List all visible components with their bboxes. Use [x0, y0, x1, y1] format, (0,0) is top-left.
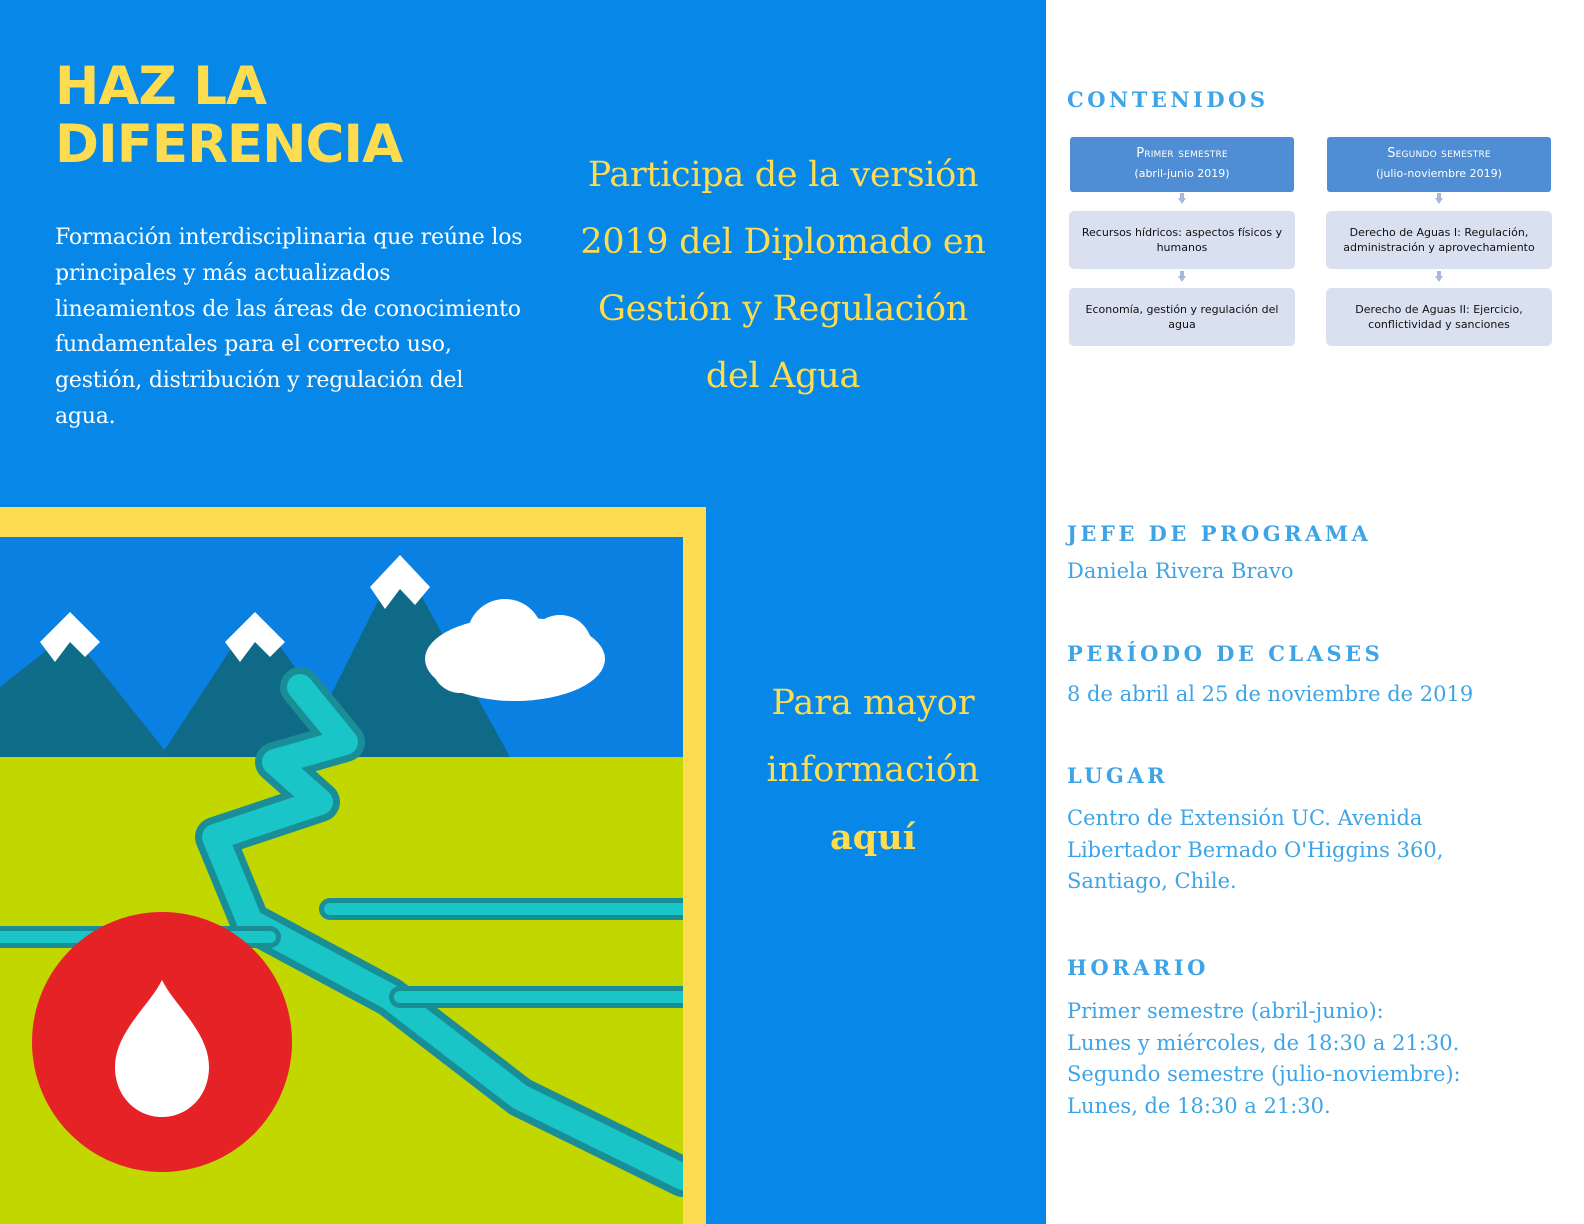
schedule-line-2: Lunes y miércoles, de 18:30 a 21:30.	[1067, 1030, 1460, 1055]
more-info-line-1: Para mayor	[771, 683, 975, 723]
intro-text: Formación interdisciplinaria que reúne los principales y más actualizados lineamientos de las áreas de conocimiento fundamentales para el correcto uso, gestión, distribución y regulación del agua.	[55, 225, 523, 429]
program-head-value: Daniela Rivera Bravo	[1067, 559, 1294, 583]
course-1-1: Recursos hídricos: aspectos físicos y humanos	[1069, 211, 1295, 269]
headline-line-2: DIFERENCIA	[55, 114, 403, 175]
semester-1-header	[1070, 137, 1294, 192]
period-title: PERÍODO DE CLASES	[1067, 641, 1384, 666]
period-value: 8 de abril al 25 de noviembre de 2019	[1067, 682, 1474, 706]
place-title: LUGAR	[1067, 763, 1169, 788]
cta-line-1: Participa de la versión	[587, 155, 979, 195]
arrow-down-icon	[1178, 276, 1186, 282]
water-drop-icon	[32, 912, 292, 1172]
contents-diagram	[1066, 135, 1556, 350]
more-info	[738, 670, 1008, 871]
cta-line-4: del Agua	[705, 356, 861, 396]
schedule-value	[1067, 996, 1567, 1122]
arrow-down-icon	[1435, 276, 1443, 282]
semester-1-dates: (abril-junio 2019)	[1134, 167, 1230, 180]
semester-2-dates: (julio-noviembre 2019)	[1376, 167, 1502, 180]
water-landscape-illustration	[0, 537, 683, 1224]
arrow-down-icon	[1178, 198, 1186, 204]
schedule-title: HORARIO	[1067, 955, 1209, 980]
cta-line-2: 2019 del Diplomado en	[580, 222, 986, 262]
schedule-line-3: Segundo semestre (julio-noviembre):	[1067, 1062, 1461, 1086]
course-2-1: Derecho de Aguas I: Regulación, administración y aprovechamiento	[1326, 211, 1552, 269]
course-1-2: Economía, gestión y regulación del agua	[1069, 288, 1295, 346]
program-head-title: JEFE DE PROGRAMA	[1067, 521, 1372, 546]
headline	[55, 58, 515, 174]
schedule-line-1: Primer semestre (abril-junio):	[1067, 999, 1384, 1023]
arrow-down-icon	[1435, 198, 1443, 204]
semester-2-title: Segundo semestre	[1387, 146, 1491, 161]
landscape-svg	[0, 537, 683, 1224]
call-to-action	[568, 142, 998, 410]
semester-2-header	[1327, 137, 1551, 192]
headline-line-1: HAZ LA	[55, 56, 267, 117]
more-info-link[interactable]: aquí	[830, 817, 916, 858]
semester-1-title: Primer semestre	[1136, 146, 1228, 161]
contents-title: CONTENIDOS	[1067, 87, 1269, 112]
schedule-line-4: Lunes, de 18:30 a 21:30.	[1067, 1093, 1331, 1118]
course-2-2: Derecho de Aguas II: Ejercicio, conflictividad y sanciones	[1326, 288, 1552, 346]
more-info-line-2: información	[766, 750, 980, 790]
cta-line-3: Gestión y Regulación	[597, 289, 968, 329]
place-value: Centro de Extensión UC. Avenida Libertador Bernado O'Higgins 360, Santiago, Chile.	[1067, 806, 1444, 893]
